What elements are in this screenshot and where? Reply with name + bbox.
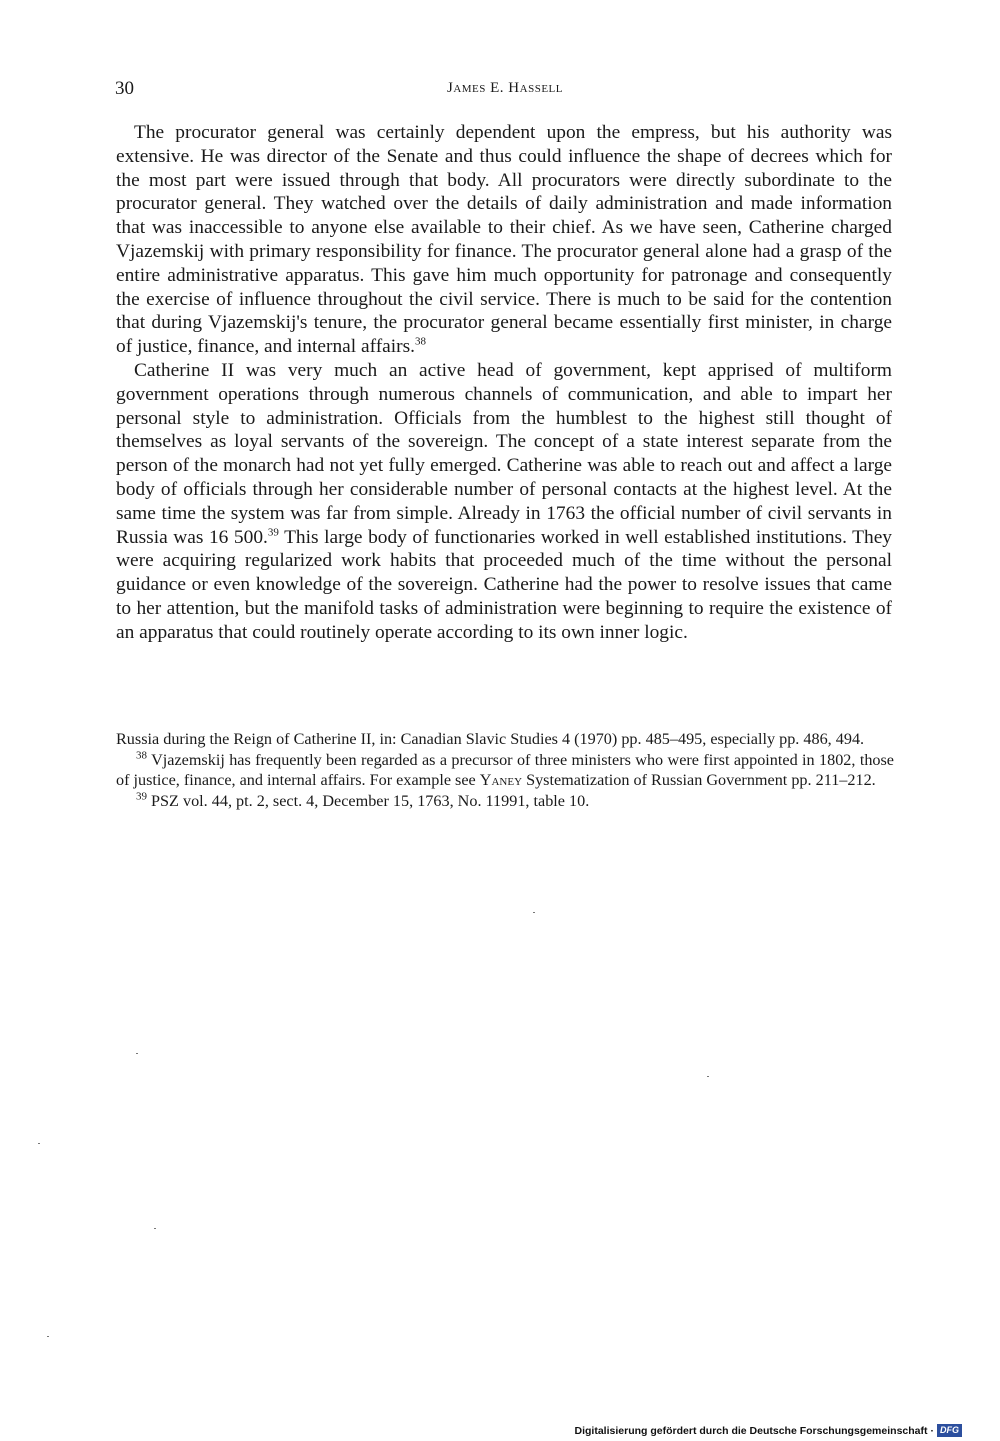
scan-speck bbox=[38, 1143, 40, 1144]
main-text bbox=[116, 121, 892, 645]
dfg-logo: DFG bbox=[937, 1424, 962, 1437]
footnote-continuation: Russia during the Reign of Catherine II, in: Canadian Slavic Studies 4 (1970) pp. 485–495, especially pp. 486, 494. bbox=[116, 730, 865, 748]
scan-speck bbox=[136, 1053, 138, 1054]
digitization-credit: Digitalisierung gefördert durch die Deutsche Forschungsgemeinschaft · DFG bbox=[575, 1424, 962, 1437]
paragraph-1-text: The procurator general was certainly dependent upon the empress, but his authority was extensive. He was director of the Senate and thus could influence the shape of decrees which for the most part were issued through that body. All procurators were directly subordinate to the procurator general. They watched over the details of daily administration and made information that was inaccessible to anyone else available to their chief. As we have seen, Catherine charged Vjazemskij with primary responsibility for finance. The procurator general alone had a grasp of the entire administrative apparatus. This gave him much opportunity for patronage and consequently the exercise of influence throughout the civil service. There is much to be said for the contention that during Vjazemskij's tenure, the procurator general became essentially first minister, in charge of justice, finance, and internal affairs. bbox=[116, 122, 892, 358]
footnote-39 bbox=[116, 791, 894, 812]
scan-speck bbox=[707, 1076, 709, 1077]
scan-speck bbox=[533, 912, 535, 913]
scan-speck bbox=[154, 1228, 156, 1229]
footnote-number: 39 bbox=[136, 790, 147, 803]
paragraph-1 bbox=[116, 121, 892, 359]
footnote-38-text-before: Vjazemskij has frequently been regarded as a precursor of three ministers who were first appointed in 1802, those of justice, finance, and internal affairs. For example see bbox=[116, 750, 894, 789]
footnotes bbox=[116, 729, 894, 811]
footnote-38-author: Yaney bbox=[479, 771, 523, 789]
page-number: 30 bbox=[115, 78, 134, 99]
paragraph-2 bbox=[116, 359, 892, 645]
footnote-39-text: PSZ vol. 44, pt. 2, sect. 4, December 15, 1763, No. 11991, table 10. bbox=[151, 791, 590, 810]
footnote-ref-38: 38 bbox=[415, 335, 426, 348]
page-header bbox=[115, 78, 895, 104]
footnote-38 bbox=[116, 750, 894, 791]
paragraph-2-text-part1: Catherine II was very much an active head of government, kept apprised of multiform government operations through numerous channels of communication, and able to impart her personal style to administration. Officials from the humblest to the highest still thought of themselves as loyal servants of the sovereign. The concept of a state interest separate from the person of the monarch had not yet fully emerged. Catherine was able to reach out and affect a large body of officials through her considerable number of personal contacts at the highest level. At the same time the system was far from simple. Already in 1763 the official number of civil servants in Russia was 16 500. bbox=[116, 359, 892, 548]
footnote-38-text-after: Systematization of Russian Government pp. 211–212. bbox=[522, 771, 876, 789]
footnote-ref-39: 39 bbox=[267, 526, 279, 539]
paragraph-2-text-part2: This large body of functionaries worked in well established institutions. They were acquiring regularized work habits that proceeded much of the time without the personal guidance or even knowledge of the sovereign. Catherine had the power to resolve issues that came to her attention, but the manifold tasks of administration were beginning to require the existence of an apparatus that could routinely operate according to its own inner logic. bbox=[116, 526, 892, 643]
footnote-number: 38 bbox=[136, 749, 147, 762]
running-head: James E. Hassell bbox=[447, 80, 563, 96]
credit-text: Digitalisierung gefördert durch die Deutsche Forschungsgemeinschaft bbox=[574, 1424, 928, 1437]
scan-speck bbox=[47, 1336, 49, 1337]
